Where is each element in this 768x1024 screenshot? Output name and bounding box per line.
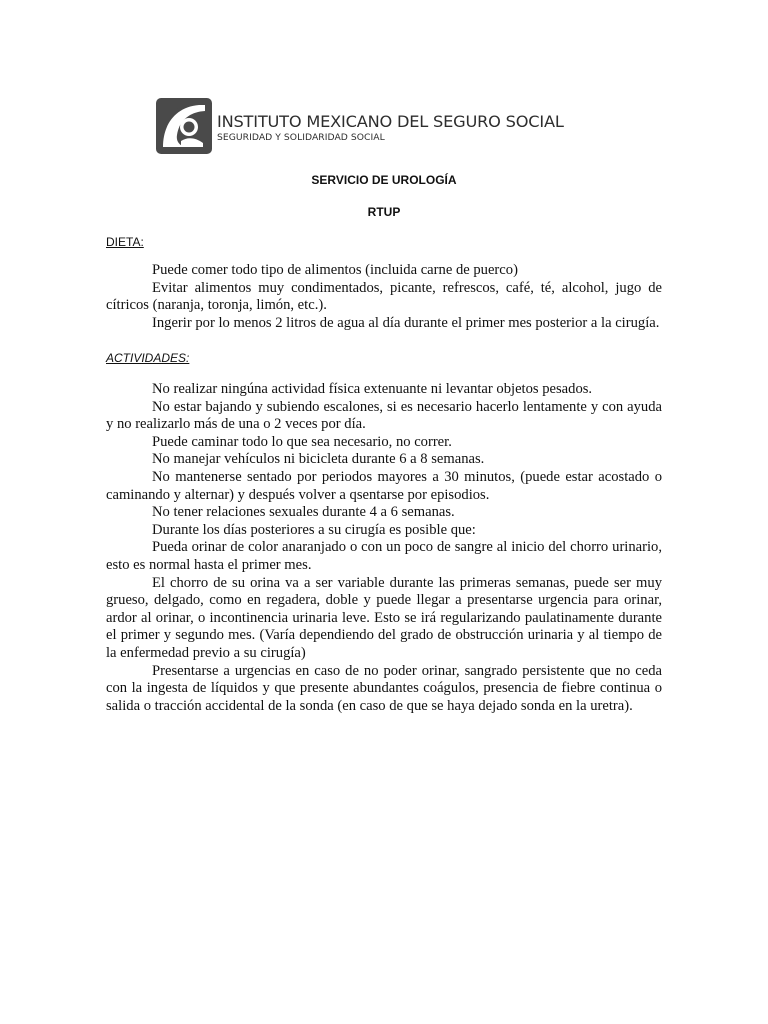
organization-tagline: SEGURIDAD Y SOLIDARIDAD SOCIAL (217, 132, 385, 143)
diet-paragraph: Ingerir por lo menos 2 litros de agua al día durante el primer mes posterior a la cirugía. (152, 314, 660, 331)
document-header (155, 97, 585, 155)
document-subtitle: RTUP (367, 205, 401, 219)
organization-name: INSTITUTO MEXICANO DEL SEGURO SOCIAL (217, 112, 564, 131)
activities-heading: ACTIVIDADES: (106, 351, 190, 365)
activity-paragraph: Presentarse a urgencias en caso de no poder orinar, sangrado persistente que no ceda con la ingesta de líquidos y que presente abundantes coágulos, presencia de fiebre continua o salida o tracción accidental de la sonda (en caso de que se haya dejado sonda en la uretra). (106, 662, 662, 714)
activity-paragraph: Pueda orinar de color anaranjado o con un poco de sangre al inicio del chorro urinario, esto es normal hasta el primer mes. (106, 539, 662, 573)
activity-paragraph: No tener relaciones sexuales durante 4 a 6 semanas. (152, 504, 455, 521)
activities-section (106, 381, 662, 715)
activity-paragraph: No estar bajando y subiendo escalones, si es necesario hacerlo lentamente y con ayuda y no realizarlo más de una o 2 veces por día. (106, 398, 662, 433)
diet-heading: DIETA: (106, 235, 144, 249)
diet-paragraph: Puede comer todo tipo de alimentos (incluida carne de puerco) (152, 262, 518, 278)
activity-paragraph: El chorro de su orina va a ser variable durante las primeras semanas, puede ser muy grueso, delgado, como en regadera, doble y puede llegar a presentarse urgencia para orinar, ardor al orinar, o incontinencia urinaria leve. Esto se irá regularizando paulatinamente durante el primer y segundo mes. (Varía dependiendo del grado de obstrucción urinaria y al tiempo de la enfermedad previo a su cirugía) (106, 574, 662, 661)
activity-paragraph: Puede caminar todo lo que sea necesario, no correr. (152, 433, 452, 450)
activity-paragraph: No manejar vehículos ni bicicleta durante 6 a 8 semanas. (152, 451, 485, 468)
activity-paragraph: Durante los días posteriores a su cirugía es posible que: (152, 521, 476, 538)
diet-paragraph: Evitar alimentos muy condimentados, picante, refrescos, café, té, alcohol, jugo de cítricos (naranja, toronja, limón, etc.). (106, 279, 662, 314)
activity-paragraph: No realizar ningúna actividad física extenuante ni levantar objetos pesados. (152, 381, 593, 397)
diet-section (106, 262, 662, 332)
imss-logo-icon (155, 97, 213, 155)
activity-paragraph: No mantenerse sentado por periodos mayores a 30 minutos, (puede estar acostado o caminando y alternar) y después volver a qsentarse por episodios. (106, 468, 662, 503)
document-title: SERVICIO DE UROLOGÍA (311, 173, 457, 187)
